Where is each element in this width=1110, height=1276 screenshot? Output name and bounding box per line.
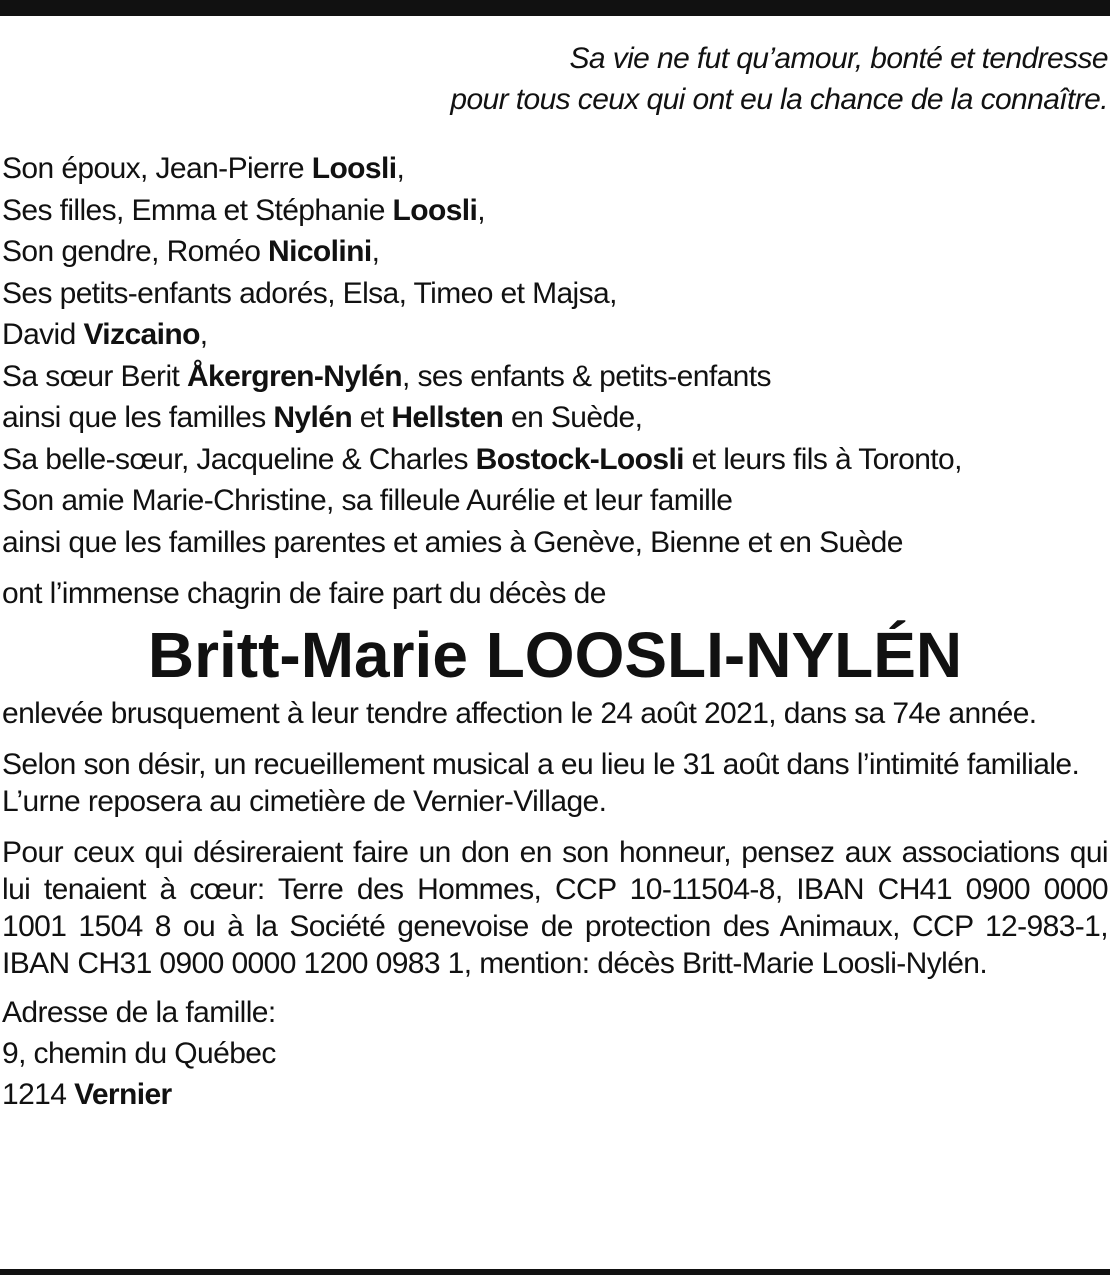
address-city-line (2, 1074, 1108, 1115)
announcement-text: ont l’immense chagrin de faire part du décès de (2, 577, 606, 610)
family-line-friend: Son amie Marie-Christine, sa filleule Aurélie et leur famille (2, 484, 733, 517)
address-city: Vernier (74, 1078, 172, 1111)
family-line-david: David Vizcaino, (2, 318, 208, 351)
top-rule (0, 0, 1110, 16)
family-line-spouse: Son époux, Jean-Pierre Loosli, (2, 152, 405, 185)
family-line-swedish-families: ainsi que les familles Nylén et Hellsten en Suède, (2, 401, 643, 434)
family-line-grandchildren: Ses petits-enfants adorés, Elsa, Timeo et Majsa, (2, 276, 617, 310)
family-line-son-in-law: Son gendre, Roméo Nicolini, (2, 235, 380, 268)
address-label: Adresse de la famille: (2, 996, 276, 1029)
family-line-daughters: Ses filles, Emma et Stéphanie Loosli, (2, 193, 486, 227)
ceremony-paragraph: Selon son désir, un recueillement musical a eu lieu le 31 août dans l’intimité familiale. L’urne reposera au cimetière de Vernier-Village. (2, 748, 1080, 818)
family-line-sister: Sa sœur Berit Åkergren-Nylén, ses enfants & petits-enfants (2, 359, 771, 393)
bottom-rule (0, 1269, 1110, 1275)
family-address (2, 992, 1108, 1115)
death-paragraph: enlevée brusquement à leur tendre affection le 24 août 2021, dans sa 74e année. (2, 697, 1037, 730)
donation-paragraph: Pour ceux qui désireraient faire un don en son honneur, pensez aux associations qui lui tenaient à cœur: Terre des Hommes, CCP 10-11504-8, IBAN CH41 0900 0000 1001 1504 8 ou à la Société genevoise de protection des Animaux, CCP 12-983-1, IBAN CH31 0900 0000 1200 0983 1, mention: décès Britt-Marie Loosli-Nylén. (2, 836, 1108, 980)
family-line-sister-in-law: Sa belle-sœur, Jacqueline & Charles Bostock-Loosli et leurs fils à Toronto, (2, 442, 962, 476)
family-list (2, 148, 1108, 563)
epigraph-line-1: Sa vie ne fut qu’amour, bonté et tendresse (569, 42, 1108, 75)
obituary-notice (2, 38, 1108, 1115)
address-street: 9, chemin du Québec (2, 1037, 276, 1070)
family-line-relatives: ainsi que les familles parentes et amies à Genève, Bienne et en Suède (2, 525, 903, 559)
address-postcode: 1214 (2, 1078, 75, 1111)
epigraph-line-2: pour tous ceux qui ont eu la chance de la connaître. (450, 83, 1108, 116)
epigraph (2, 38, 1108, 120)
deceased-name: Britt-Marie LOOSLI-NYLÉN (147, 619, 963, 691)
